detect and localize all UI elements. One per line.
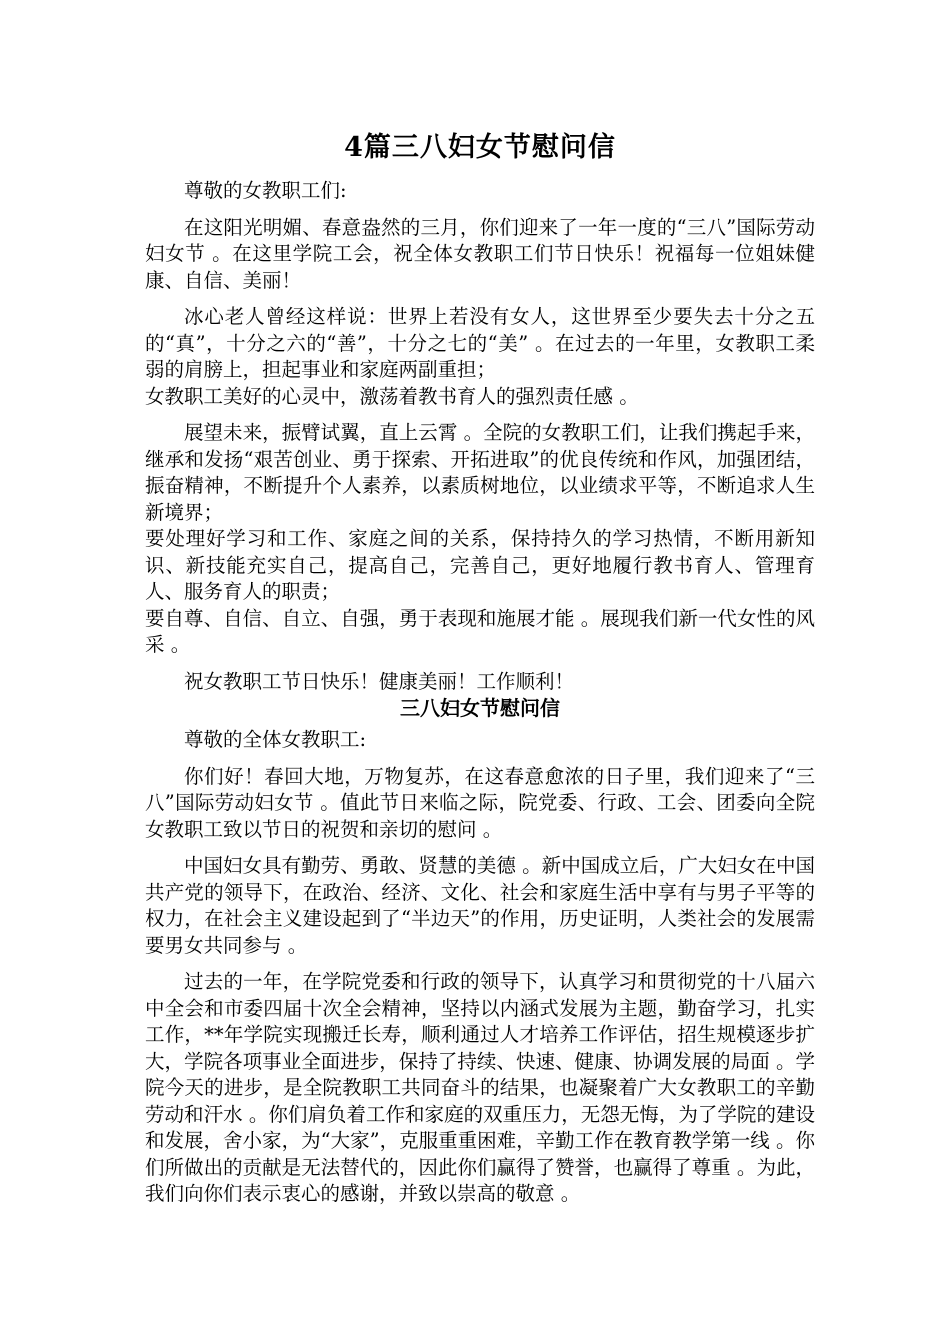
letter1-paragraph-3-continued: 要处理好学习和工作、家庭之间的关系，保持持久的学习热情，不断用新知识、新技能充实自己，提高自己，完善自己，更好地履行教书育人、管理育人、服务育人的职责； bbox=[145, 527, 815, 603]
document-title: 4篇三八妇女节慰问信 bbox=[344, 132, 616, 163]
letter2-title: 三八妇女节慰问信 bbox=[400, 696, 560, 720]
letter1-paragraph-3-end: 要自尊、自信、自立、自强，勇于表现和施展才能 。展现我们新一代女性的风采 。 bbox=[145, 606, 815, 656]
letter2-paragraph-3: 过去的一年，在学院党委和行政的领导下，认真学习和贯彻党的十八届六中全会和市委四届十次全会精神，坚持以内涵式发展为主题，勤奋学习，扎实工作，**年学院实现搬迁长寿，顺利通过人才培养工作评估，招生规模逐步扩大，学院各项事业全面进步，保持了持续、快速、健康、协调发展的局面 。学院今天的进步，是全院教职工共同奋斗的结果，也凝聚着广大女教职工的辛勤劳动和汗水 。你们肩负着工作和家庭的双重压力，无怨无悔，为了学院的建设和发展，舍小家，为“大家”，克服重重困难，辛勤工作在教育教学第一线 。你们所做出的贡献是无法替代的，因此你们赢得了赞誉，也赢得了尊重 。为此，我们向你们表示衷心的感谢，并致以崇高的敬意 。 bbox=[145, 970, 815, 1205]
letter1-paragraph-3: 展望未来，振臂试翼，直上云霄 。全院的女教职工们，让我们携起手来，继承和发扬“艰苦创业、勇于探索、开拓进取”的优良传统和作风，加强团结，振奋精神，不断提升个人素养，以素质树地位，以业绩求平等，不断追求人生新境界； bbox=[145, 421, 815, 524]
letter1-closing: 祝女教职工节日快乐！健康美丽！工作顺利！ bbox=[184, 669, 575, 693]
letter1-paragraph-2-continued: 女教职工美好的心灵中，激荡着教书育人的强烈责任感 。 bbox=[145, 384, 639, 408]
letter1-paragraph-2: 冰心老人曾经这样说：世界上若没有女人，这世界至少要失去十分之五的“真”，十分之六的“善”，十分之七的“美” 。在过去的一年里，女教职工柔弱的肩膀上，担起事业和家庭两副重担； bbox=[145, 305, 815, 381]
letter1-salutation: 尊敬的女教职工们: bbox=[184, 179, 347, 202]
letter2-salutation: 尊敬的全体女教职工: bbox=[184, 728, 367, 751]
letter2-paragraph-1: 你们好！春回大地，万物复苏，在这春意愈浓的日子里，我们迎来了“三八”国际劳动妇女节 。值此节日来临之际，院党委、行政、工会、团委向全院女教职工致以节日的祝贺和亲切的慰问 。 bbox=[145, 764, 815, 841]
document-page bbox=[145, 128, 815, 1208]
letter1-paragraph-1: 在这阳光明媚、春意盎然的三月，你们迎来了一年一度的“三八”国际劳动妇女节 。在这里学院工会，祝全体女教职工们节日快乐！祝福每一位姐妹健康、自信、美丽！ bbox=[145, 215, 815, 292]
letter2-paragraph-2: 中国妇女具有勤劳、勇敢、贤慧的美德 。新中国成立后，广大妇女在中国共产党的领导下，在政治、经济、文化、社会和家庭生活中享有与男子平等的权力，在社会主义建设起到了“半边天”的作用，历史证明，人类社会的发展需要男女共同参与 。 bbox=[145, 854, 815, 957]
